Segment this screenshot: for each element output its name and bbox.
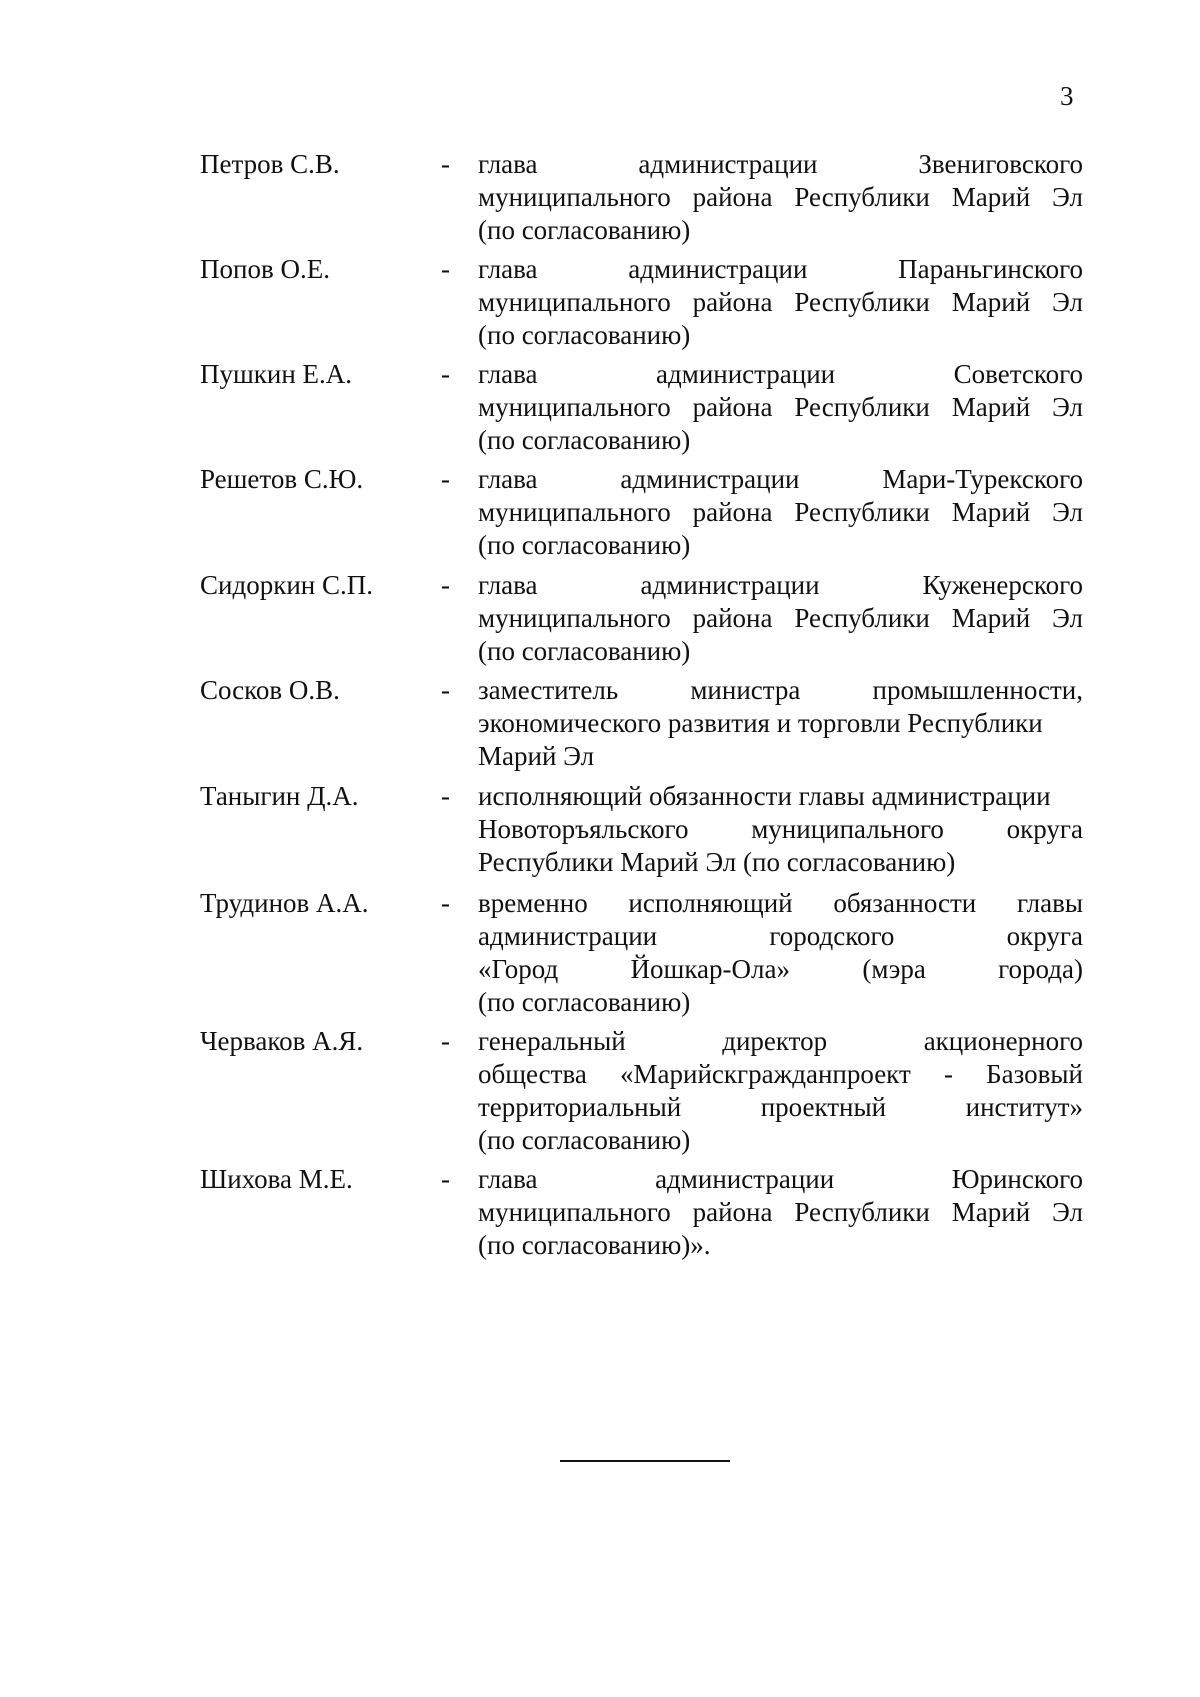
position-word: (по согласованию) (478, 636, 691, 666)
position-word: (по согласованию)». (478, 1230, 711, 1260)
member-position (478, 463, 1083, 562)
member-name: Попов О.Е. (200, 254, 330, 284)
position-word: Эл (1052, 287, 1083, 317)
position-line (478, 953, 1083, 986)
position-line (478, 602, 1083, 635)
position-word: Марий (951, 603, 1031, 633)
position-word: муниципального (478, 603, 671, 633)
member-name: Таныгин Д.А. (200, 781, 359, 811)
position-word: Марий (951, 497, 1031, 527)
position-word: Республики (794, 603, 930, 633)
position-word: заместитель (478, 675, 619, 705)
position-word: Республики (794, 1197, 930, 1227)
position-line (478, 529, 1083, 562)
position-word: администрации (478, 921, 658, 951)
member-name: Пушкин Е.А. (200, 359, 353, 389)
position-word: округа (1006, 921, 1083, 951)
position-word: администрации (638, 149, 818, 179)
position-word: Эл (1052, 497, 1083, 527)
page-number: 3 (1060, 81, 1074, 111)
position-word: Юринского (951, 1164, 1083, 1194)
position-word: Эл (1052, 1197, 1083, 1227)
position-word: институт» (965, 1092, 1083, 1122)
position-word: Куженерского (922, 570, 1083, 600)
position-word: администрации (655, 1164, 835, 1194)
entry-dash: - (441, 149, 450, 179)
position-word: муниципального (478, 1197, 671, 1227)
position-word: экономического развития и торговли Республики (478, 708, 1043, 738)
position-word: временно (478, 888, 588, 918)
position-word: Марий (951, 392, 1031, 422)
position-word: муниципального (478, 287, 671, 317)
position-word: Республики (794, 392, 930, 422)
entry-dash: - (441, 1026, 450, 1056)
position-word: района (692, 182, 773, 212)
entry-dash: - (441, 675, 450, 705)
position-word: Эл (1052, 182, 1083, 212)
member-position (478, 780, 1083, 879)
position-line (478, 887, 1083, 920)
position-line (478, 1058, 1083, 1091)
position-word: (по согласованию) (478, 320, 691, 350)
entry-dash: - (441, 464, 450, 494)
position-word: городского (769, 921, 895, 951)
entry-dash: - (441, 781, 450, 811)
position-word: исполняющий (628, 888, 793, 918)
position-word: округа (1006, 814, 1083, 844)
position-word: обязанности (833, 888, 977, 918)
position-word: (по согласованию) (478, 1125, 691, 1155)
entry-dash: - (441, 1164, 450, 1194)
member-name: Петров С.В. (200, 149, 340, 179)
position-word: (по согласованию) (478, 987, 691, 1017)
member-position (478, 1163, 1083, 1262)
position-line (478, 496, 1083, 529)
position-line (478, 214, 1083, 247)
position-word: Базовый (986, 1059, 1083, 1089)
position-line (478, 674, 1083, 707)
position-word: Эл (1052, 392, 1083, 422)
position-word: (по согласованию) (478, 425, 691, 455)
position-word: Марий (951, 287, 1031, 317)
position-word: Параньгинского (898, 254, 1083, 284)
position-word: Марий Эл (478, 741, 595, 771)
position-word: района (692, 392, 773, 422)
position-word: города) (998, 954, 1083, 984)
position-word: (мэра (862, 954, 926, 984)
position-word: администрации (656, 359, 836, 389)
member-name: Решетов С.Ю. (200, 464, 364, 494)
position-line (478, 424, 1083, 457)
member-name: Трудинов А.А. (200, 888, 369, 918)
position-word: Республики Марий Эл (по согласованию) (478, 847, 956, 877)
position-word: глава (478, 359, 538, 389)
position-word: Советского (953, 359, 1083, 389)
position-word: «Марийскгражданпроект (620, 1059, 911, 1089)
member-position (478, 887, 1083, 1019)
member-position (478, 148, 1083, 247)
member-position (478, 674, 1083, 773)
member-name: Шихова М.Е. (200, 1164, 353, 1194)
position-line (478, 635, 1083, 668)
position-line (478, 920, 1083, 953)
member-name: Сосков О.В. (200, 675, 340, 705)
position-line (478, 569, 1083, 602)
position-word: Республики (794, 182, 930, 212)
position-word: общества (478, 1059, 587, 1089)
position-line (478, 358, 1083, 391)
position-line (478, 1196, 1083, 1229)
position-word: района (692, 603, 773, 633)
position-word: района (692, 1197, 773, 1227)
position-word: министра (690, 675, 801, 705)
position-word: Мари-Турекского (882, 464, 1083, 494)
position-line (478, 1229, 1083, 1262)
position-line (478, 1163, 1083, 1196)
position-word: администрации (640, 570, 820, 600)
position-word: муниципального (478, 392, 671, 422)
position-line (478, 181, 1083, 214)
position-word: района (692, 497, 773, 527)
position-word: «Город (478, 954, 559, 984)
entry-dash: - (441, 254, 450, 284)
position-word: - (943, 1059, 953, 1089)
position-word: глава (478, 254, 538, 284)
member-name: Черваков А.Я. (200, 1026, 364, 1056)
entry-dash: - (441, 888, 450, 918)
position-line (478, 463, 1083, 496)
entry-dash: - (441, 359, 450, 389)
member-position (478, 569, 1083, 668)
position-line (478, 813, 1083, 846)
position-line (478, 391, 1083, 424)
position-word: района (692, 287, 773, 317)
position-line (478, 846, 1083, 879)
position-word: Марий (951, 1197, 1031, 1227)
member-position (478, 358, 1083, 457)
position-word: промышленности, (872, 675, 1083, 705)
position-word: исполняющий обязанности главы администрации (478, 781, 1051, 811)
position-word: муниципального (478, 182, 671, 212)
position-word: Республики (794, 287, 930, 317)
position-word: муниципального (751, 814, 944, 844)
position-line (478, 740, 1083, 773)
position-word: глава (478, 149, 538, 179)
position-word: Республики (794, 497, 930, 527)
position-word: администрации (628, 254, 808, 284)
position-word: главы (1016, 888, 1083, 918)
position-line (478, 1025, 1083, 1058)
position-line (478, 286, 1083, 319)
position-word: глава (478, 570, 538, 600)
position-word: глава (478, 1164, 538, 1194)
position-word: глава (478, 464, 538, 494)
position-word: (по согласованию) (478, 530, 691, 560)
position-word: (по согласованию) (478, 215, 691, 245)
position-line (478, 1124, 1083, 1157)
position-word: муниципального (478, 497, 671, 527)
position-word: генеральный (478, 1026, 626, 1056)
position-line (478, 780, 1083, 813)
position-word: проектный (760, 1092, 887, 1122)
position-word: территориальный (478, 1092, 682, 1122)
position-line (478, 319, 1083, 352)
member-name: Сидоркин С.П. (200, 570, 373, 600)
position-line (478, 986, 1083, 1019)
end-rule (560, 1460, 730, 1462)
position-line (478, 148, 1083, 181)
position-line (478, 253, 1083, 286)
position-word: Эл (1052, 603, 1083, 633)
position-word: Новоторъяльского (478, 814, 689, 844)
member-position (478, 253, 1083, 352)
position-word: директор (722, 1026, 828, 1056)
member-position (478, 1025, 1083, 1157)
position-word: Звениговского (918, 149, 1083, 179)
position-word: акционерного (923, 1026, 1083, 1056)
position-word: Йошкар-Ола» (630, 954, 790, 984)
position-word: Марий (951, 182, 1031, 212)
position-line (478, 707, 1083, 740)
position-line (478, 1091, 1083, 1124)
entry-dash: - (441, 570, 450, 600)
position-word: администрации (620, 464, 800, 494)
